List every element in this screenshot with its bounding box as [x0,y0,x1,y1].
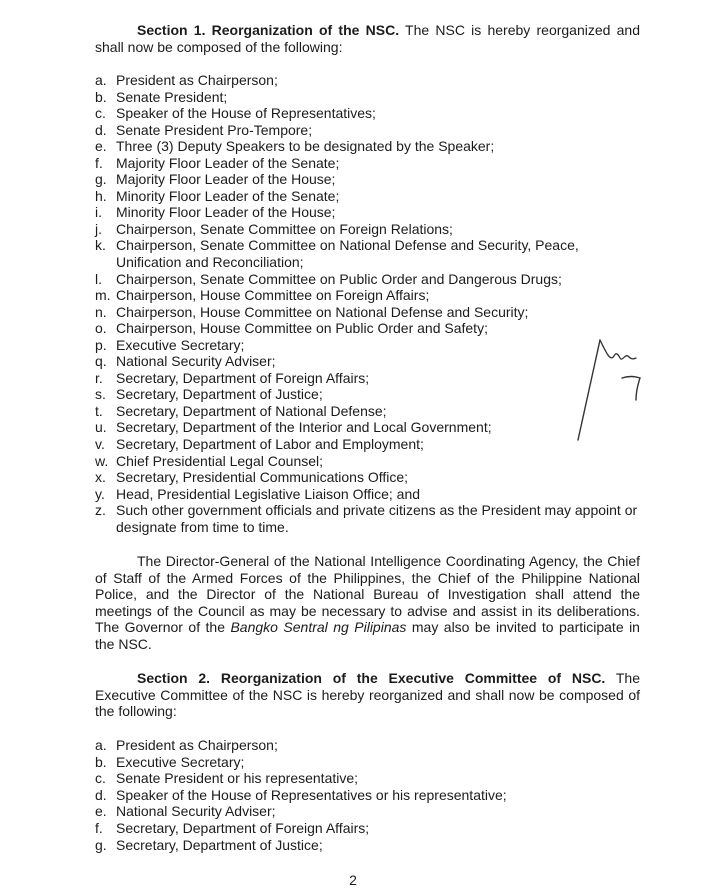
list-item-text: Chairperson, House Committee on Foreign Affairs; [116,287,430,304]
list-item-marker: e. [95,138,107,155]
list-item-marker: z. [95,502,106,519]
list-item [95,787,640,804]
section1-heading: Section 1. Reorganization of the NSC. [137,22,400,38]
list-item [95,770,640,787]
list-item-marker: y. [95,485,105,502]
list-item-text: Speaker of the House of Representatives; [116,105,376,122]
list-item [95,469,640,486]
list-item-text: Senate President; [116,88,228,105]
list-item-text: President as Chairperson; [116,72,278,88]
list-item [95,287,640,304]
list-item [95,353,640,370]
list-item [95,436,640,453]
list-item-marker: c. [95,105,106,122]
list-item [95,105,640,122]
list-item [95,89,640,106]
list-item-text: Secretary, Department of Labor and Employment; [116,436,424,453]
list-item-marker: q. [95,353,107,370]
list-item-text: Secretary, Presidential Communications Office; [116,469,409,486]
list-item [95,403,640,420]
list-item-text: Head, Presidential Legislative Liaison Office; and [116,485,421,502]
list-item-marker: j. [95,220,102,237]
list-item-marker: f. [95,819,103,836]
attendance-italic-text: Bangko Sentral ng Pilipinas [230,619,407,636]
list-item-marker: r. [95,369,103,386]
list-item-text: Chairperson, House Committee on National Defense and Security; [116,303,529,320]
section2-intro [95,670,640,720]
list-item [95,453,640,470]
list-item-marker: k. [95,237,106,254]
list-item [95,820,640,837]
list-item-text: President as Chairperson; [116,737,278,753]
list-item [95,320,640,337]
list-item-marker: g. [95,836,107,853]
list-item [95,237,640,270]
list-item-marker: c. [95,770,106,787]
list-item [95,386,640,403]
list-item-text: Secretary, Department of Justice; [116,836,323,853]
list-item-text: Chairperson, Senate Committee on Foreign Relations; [116,220,453,237]
list-item [95,370,640,387]
list-item [95,502,640,535]
list-item-marker: f. [95,154,103,171]
list-item [95,204,640,221]
list-item [95,419,640,436]
list-item-marker: h. [95,187,107,204]
section2-member-list [95,737,640,853]
list-item [95,337,640,354]
section2-heading: Section 2. Reorganization of the Executive Committee of NSC. [137,670,606,686]
list-item-marker: v. [95,436,105,453]
list-item-marker: p. [95,336,107,353]
list-item-text: Chairperson, Senate Committee on Public Order and Dangerous Drugs; [116,270,562,287]
attendance-text: The Director-General of the National Intelligence Coordinating Agency, the Chief of Staff of the Armed Forces of the Philippines, the Chief of the Philippine National Police, and the Director of the National Bureau of Investigation shall attend the meetings of the Council as may be necessary to advise and assist in its deliberations. The Governor of the [95,553,640,636]
list-item [95,155,640,172]
list-item-text: Chairperson, Senate Committee on National Defense and Security, Peace, Unification and Reconciliation; [116,237,579,271]
list-item-text: Chief Presidential Legal Counsel; [116,452,324,469]
attendance-paragraph [95,553,640,653]
list-item [95,486,640,503]
section2-intro-text: The Executive Committee of the NSC is hereby reorganized and shall now be composed of the following: [95,670,640,720]
list-item-marker: a. [95,737,107,753]
list-item-text: Chairperson, House Committee on Public Order and Safety; [116,320,488,337]
list-item-text: Executive Secretary; [116,753,245,770]
list-item-marker: s. [95,386,106,403]
list-item-text: National Security Adviser; [116,803,276,820]
list-item-marker: x. [95,469,106,486]
list-item-text: Majority Floor Leader of the House; [116,171,336,188]
list-item-text: Secretary, Department of National Defense; [116,402,387,419]
list-item-text: Secretary, Department of Justice; [116,386,323,403]
list-item-text: Secretary, Department of Foreign Affairs; [116,819,370,836]
list-item-marker: n. [95,303,107,320]
list-item [95,171,640,188]
list-item-marker: b. [95,88,107,105]
list-item-marker: m. [95,287,111,304]
list-item-marker: l. [95,270,102,287]
list-item-marker: b. [95,753,107,770]
attendance-text-end: may also be invited to participate in the NSC. [95,619,640,652]
list-item-text: Secretary, Department of the Interior and Local Government; [116,419,492,436]
list-item-text: Secretary, Department of Foreign Affairs; [116,369,370,386]
section1-intro [95,22,640,55]
list-item-text: Such other government officials and private citizens as the President may appoint or designate from time to time. [116,502,638,535]
list-item-marker: a. [95,72,107,88]
list-item-marker: w. [95,452,109,469]
section1-intro-text: The NSC is hereby reorganized and shall now be composed of the following: [95,22,641,55]
list-item [95,737,640,754]
list-item-marker: d. [95,786,107,803]
list-item-marker: o. [95,320,107,337]
list-item-marker: d. [95,121,107,138]
list-item [95,271,640,288]
handwritten-initials-signature [570,332,650,442]
list-item [95,188,640,205]
list-item-text: Executive Secretary; [116,336,245,353]
list-item-text: Speaker of the House of Representatives or his representative; [116,786,507,803]
list-item [95,122,640,139]
list-item-text: National Security Adviser; [116,353,276,370]
list-item [95,803,640,820]
list-item-text: Majority Floor Leader of the Senate; [116,154,340,171]
list-item-marker: u. [95,419,107,436]
list-item-text: Minority Floor Leader of the House; [116,204,336,221]
list-item [95,837,640,854]
list-item-text: Minority Floor Leader of the Senate; [116,187,340,204]
list-item-text: Three (3) Deputy Speakers to be designated by the Speaker; [116,138,495,155]
section1-member-list [95,72,640,535]
page-number: 2 [349,872,357,888]
list-item-text: Senate President or his representative; [116,770,359,787]
list-item [95,221,640,238]
list-item-marker: g. [95,171,107,188]
list-item-marker: i. [95,204,102,221]
list-item [95,754,640,771]
list-item [95,304,640,321]
list-item-marker: e. [95,803,107,820]
list-item [95,138,640,155]
list-item [95,72,640,89]
list-item-text: Senate President Pro-Tempore; [116,121,313,138]
list-item-marker: t. [95,402,103,419]
